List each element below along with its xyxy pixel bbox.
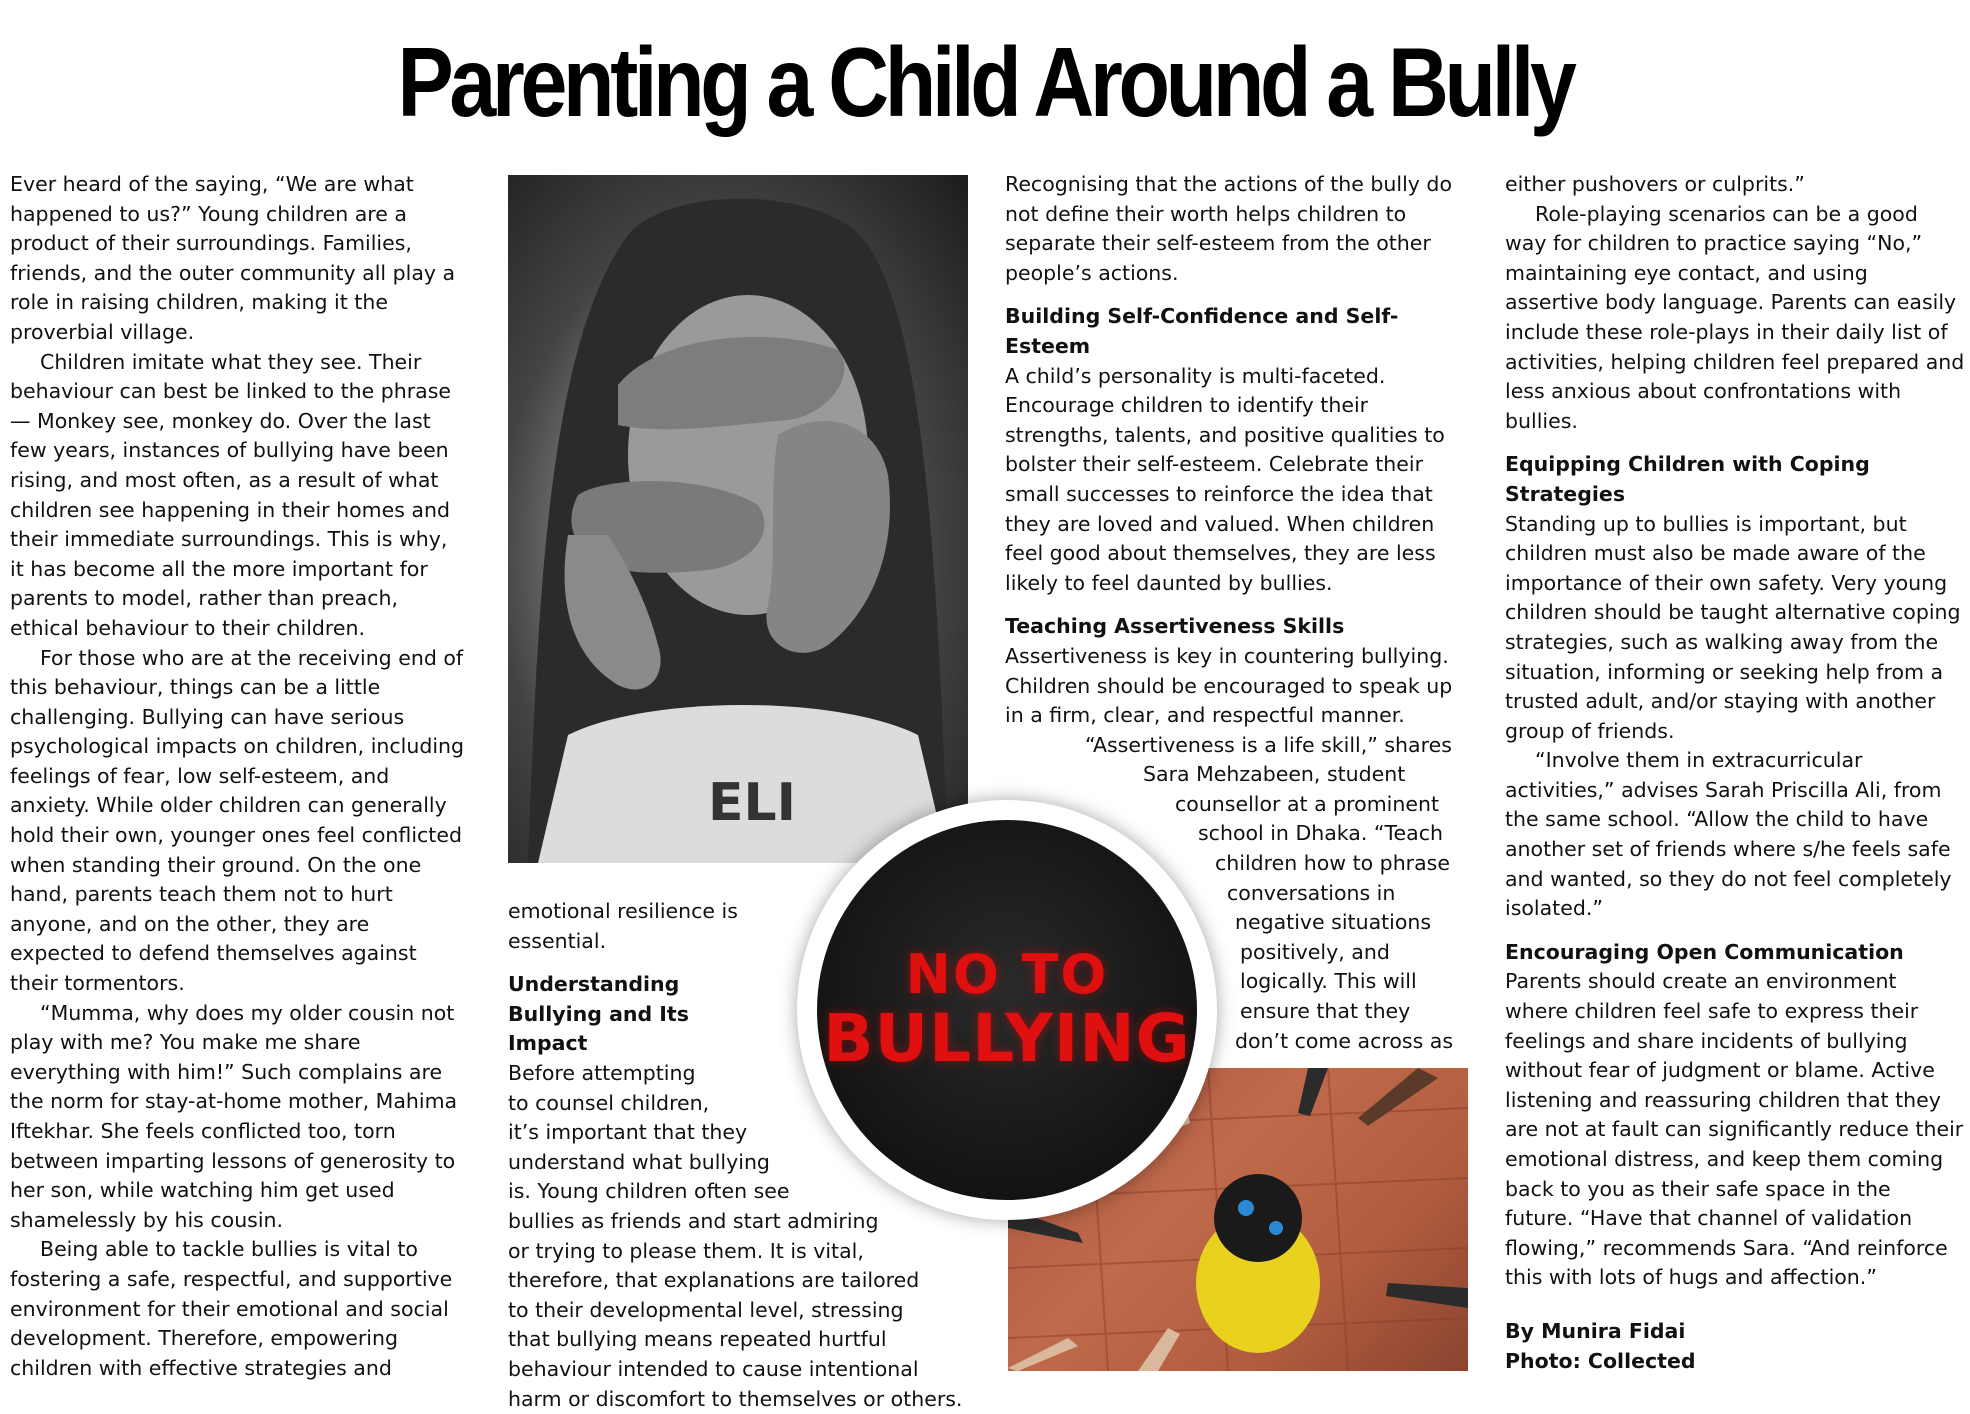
no-to-bullying-badge xyxy=(797,800,1217,1220)
paragraph: A child’s personality is multi-faceted. Encourage children to identify their strengths, talents, and positive qualities to bolster their self-esteem. Celebrate their small successes to reinforce the idea that they are loved and valued. When children feel good about themselves, they are less likely to feel daunted by bullies. xyxy=(1005,362,1465,599)
text-line: negative situations xyxy=(1005,908,1465,938)
text-line: ensure that they xyxy=(1005,997,1465,1027)
subheading: Teaching Assertiveness Skills xyxy=(1005,612,1465,642)
paragraph: Role-playing scenarios can be a good way for children to practice saying “No,” maintaining eye contact, and using assertive body language. Parents can easily include these role-plays in their daily list of activities, helping children feel prepared and less anxious about confrontations with bullies. xyxy=(1505,200,1965,437)
text-line: bullies as friends and start admiring xyxy=(508,1207,978,1237)
text-line: is. Young children often see xyxy=(508,1177,978,1207)
text-line: to counsel children, xyxy=(508,1089,978,1119)
headline: Parenting a Child Around a Bully xyxy=(138,22,1832,142)
badge-text-line2: BULLYING xyxy=(823,1006,1191,1072)
text-line: that bullying means repeated hurtful xyxy=(508,1325,978,1355)
paragraph: Recognising that the actions of the bully do not define their worth helps children to separate their self-esteem from the other people’s actions. xyxy=(1005,170,1465,288)
paragraph: “Mumma, why does my older cousin not play with me? You make me share everything with him!” Such complains are the norm for stay-at-home mother, Mahima Iftekhar. She feels conflicted too, torn between imparting lessons of generosity to her son, while watching him get used shamelessly by his cousin. xyxy=(10,999,465,1236)
photo-credit: Photo: Collected xyxy=(1505,1347,1965,1377)
text-line: “Assertiveness is a life skill,” shares xyxy=(1005,731,1465,761)
svg-text:ELI: ELI xyxy=(708,773,796,833)
paragraph: either pushovers or culprits.” xyxy=(1505,170,1965,200)
text-line: counsellor at a prominent xyxy=(1005,790,1465,820)
paragraph: For those who are at the receiving end of this behaviour, things can be a little challenging. Bullying can have serious psychological impacts on children, including feelings of fear, low self-esteem, and anxiety. While older children can generally hold their own, younger ones feel conflicted when standing their ground. On the one hand, parents teach them not to hurt anyone, and on the other, they are expected to defend themselves against their tormentors. xyxy=(10,644,465,999)
text-line: behaviour intended to cause intentional xyxy=(508,1355,978,1385)
byline: By Munira Fidai xyxy=(1505,1317,1965,1347)
paragraph: Standing up to bullies is important, but children must also be made aware of the importance of their own safety. Very young children should be taught alternative coping strategies, such as walking away from the situation, informing or seeking help from a trusted adult, and/or staying with another group of friends. xyxy=(1505,510,1965,747)
subheading: Encouraging Open Communication xyxy=(1505,938,1965,968)
text-line: Sara Mehzabeen, student xyxy=(1005,760,1465,790)
paragraph: Ever heard of the saying, “We are what happened to us?” Young children are a product of their surroundings. Families, friends, and the outer community all play a role in raising children, making it the proverbial village. xyxy=(10,170,465,348)
text-line: positively, and xyxy=(1005,938,1465,968)
text-line: to their developmental level, stressing xyxy=(508,1296,978,1326)
paragraph: Children imitate what they see. Their behaviour can best be linked to the phrase — Monkey see, monkey do. Over the last few years, instances of bullying have been rising, and most often, as a result of what children see happening in their homes and their immediate surroundings. This is why, it has become all the more important for parents to model, rather than preach, ethical behaviour to their children. xyxy=(10,348,465,644)
badge-circle xyxy=(817,820,1197,1200)
text-line: conversations in xyxy=(1005,879,1465,909)
column-1 xyxy=(10,170,465,1383)
column-4 xyxy=(1505,170,1965,1376)
text-line: or trying to please them. It is vital, xyxy=(508,1237,978,1267)
text-line: children how to phrase xyxy=(1005,849,1465,879)
text-line: don’t come across as xyxy=(1005,1027,1465,1057)
text-line: Before attempting xyxy=(508,1059,978,1089)
paragraph: Assertiveness is key in countering bullying. Children should be encouraged to speak up in a firm, clear, and respectful manner. xyxy=(1005,642,1465,731)
photo-girl-covering-face xyxy=(508,175,968,863)
subheading: Understanding Bullying and Its Impact xyxy=(508,970,768,1059)
photo-girl-illustration xyxy=(508,175,968,863)
text-line: it’s important that they xyxy=(508,1118,978,1148)
text-line: therefore, that explanations are tailored xyxy=(508,1266,978,1296)
text-line: logically. This will xyxy=(1005,967,1465,997)
subheading: Building Self-Confidence and Self-Esteem xyxy=(1005,302,1465,361)
paragraph: emotional resilience is essential. xyxy=(508,897,748,956)
text-line: understand what bullying xyxy=(508,1148,978,1178)
paragraph: Being able to tackle bullies is vital to fostering a safe, respectful, and supportive environment for their emotional and social development. Therefore, empowering children with effective strategies and xyxy=(10,1235,465,1383)
badge-text-line1: NO TO xyxy=(906,948,1109,1002)
paragraph: “Involve them in extracurricular activities,” advises Sarah Priscilla Ali, from the same school. “Allow the child to have another set of friends where s/he feels safe and wanted, so they do not feel completely isolated.” xyxy=(1505,746,1965,924)
subheading: Equipping Children with Coping Strategies xyxy=(1505,450,1965,509)
paragraph: Parents should create an environment where children feel safe to express their feelings and share incidents of bullying without fear of judgment or blame. Active listening and reassuring children that they are not at fault can significantly reduce their emotional distress, and keep them coming back to you as their safe space in the future. “Have that channel of validation flowing,” recommends Sara. “And reinforce this with lots of hugs and affection.” xyxy=(1505,967,1965,1293)
text-line: school in Dhaka. “Teach xyxy=(1005,819,1465,849)
text-line: harm or discomfort to themselves or others. xyxy=(508,1385,978,1414)
